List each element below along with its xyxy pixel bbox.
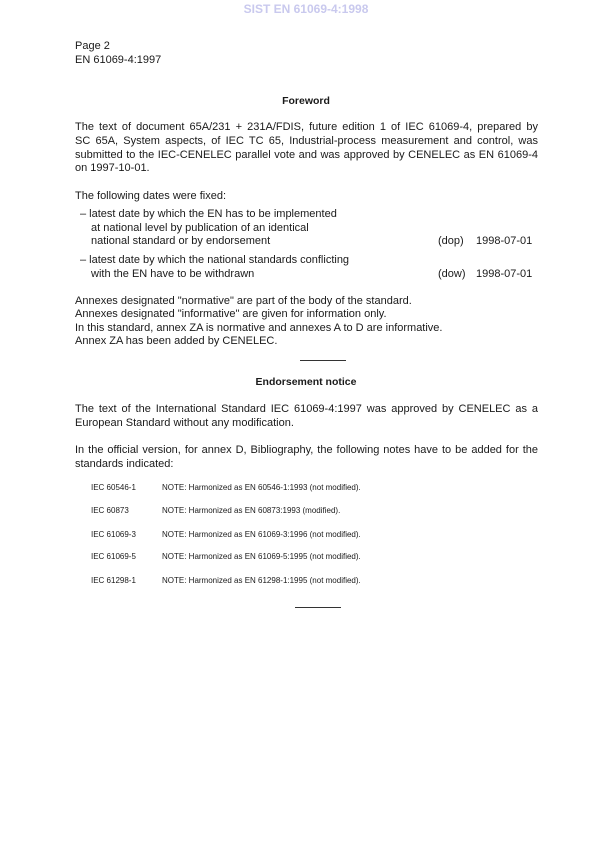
- document-id: EN 61069-4:1997: [75, 54, 162, 66]
- annex-line: Annexes designated "normative" are part of the body of the standard.: [75, 295, 412, 307]
- dates-date: 1998-07-01: [476, 268, 533, 280]
- page-number: Page 2: [75, 40, 110, 52]
- note-text: NOTE: Harmonized as EN 61298-1:1995 (not modified).: [162, 576, 361, 585]
- note-standard: IEC 60546-1: [91, 483, 136, 492]
- dates-item-line: with the EN have to be withdrawn: [91, 268, 255, 280]
- note-text: NOTE: Harmonized as EN 60546-1:1993 (not modified).: [162, 483, 361, 492]
- foreword-line: The text of document 65A/231 + 231A/FDIS, future edition 1 of IEC 61069-4, prepared by: [75, 121, 538, 133]
- section-divider: [295, 607, 341, 608]
- note-standard: IEC 61298-1: [91, 576, 136, 585]
- endorsement-heading: Endorsement notice: [255, 376, 357, 388]
- note-standard: IEC 60873: [91, 506, 129, 515]
- foreword-line: submitted to the IEC-CENELEC parallel vote and was approved by CENELEC as EN 61069-4: [75, 149, 538, 161]
- dates-item-line: – latest date by which the national standards conflicting: [80, 254, 350, 266]
- dates-item-line: – latest date by which the EN has to be implemented: [80, 208, 337, 220]
- note-standard: IEC 61069-3: [91, 530, 136, 539]
- note-text: NOTE: Harmonized as EN 60873:1993 (modified).: [162, 506, 341, 515]
- dates-date: 1998-07-01: [476, 235, 533, 247]
- note-standard: IEC 61069-5: [91, 552, 136, 561]
- section-divider: [300, 360, 346, 361]
- dates-code: (dop): [438, 235, 464, 247]
- endorsement-line: In the official version, for annex D, Bibliography, the following notes have to be added for the: [75, 444, 538, 456]
- annex-line: Annexes designated "informative" are given for information only.: [75, 308, 387, 320]
- watermark: SIST EN 61069-4:1998: [243, 2, 369, 16]
- dates-item-line: national standard or by endorsement: [91, 235, 271, 247]
- foreword-line: SC 65A, System aspects, of IEC TC 65, Industrial-process measurement and control, was: [75, 135, 538, 147]
- foreword-line: on 1997-10-01.: [75, 162, 150, 174]
- endorsement-line: standards indicated:: [75, 458, 174, 470]
- endorsement-line: The text of the International Standard IEC 61069-4:1997 was approved by CENELEC as a: [75, 403, 538, 415]
- annex-line: In this standard, annex ZA is normative and annexes A to D are informative.: [75, 322, 443, 334]
- note-text: NOTE: Harmonized as EN 61069-3:1996 (not modified).: [162, 530, 361, 539]
- foreword-heading: Foreword: [282, 95, 330, 107]
- dates-item-line: at national level by publication of an identical: [91, 222, 309, 234]
- endorsement-line: European Standard without any modification.: [75, 417, 294, 429]
- note-text: NOTE: Harmonized as EN 61069-5:1995 (not modified).: [162, 552, 361, 561]
- annex-line: Annex ZA has been added by CENELEC.: [75, 335, 278, 347]
- dates-intro: The following dates were fixed:: [75, 190, 227, 202]
- dates-code: (dow): [438, 268, 466, 280]
